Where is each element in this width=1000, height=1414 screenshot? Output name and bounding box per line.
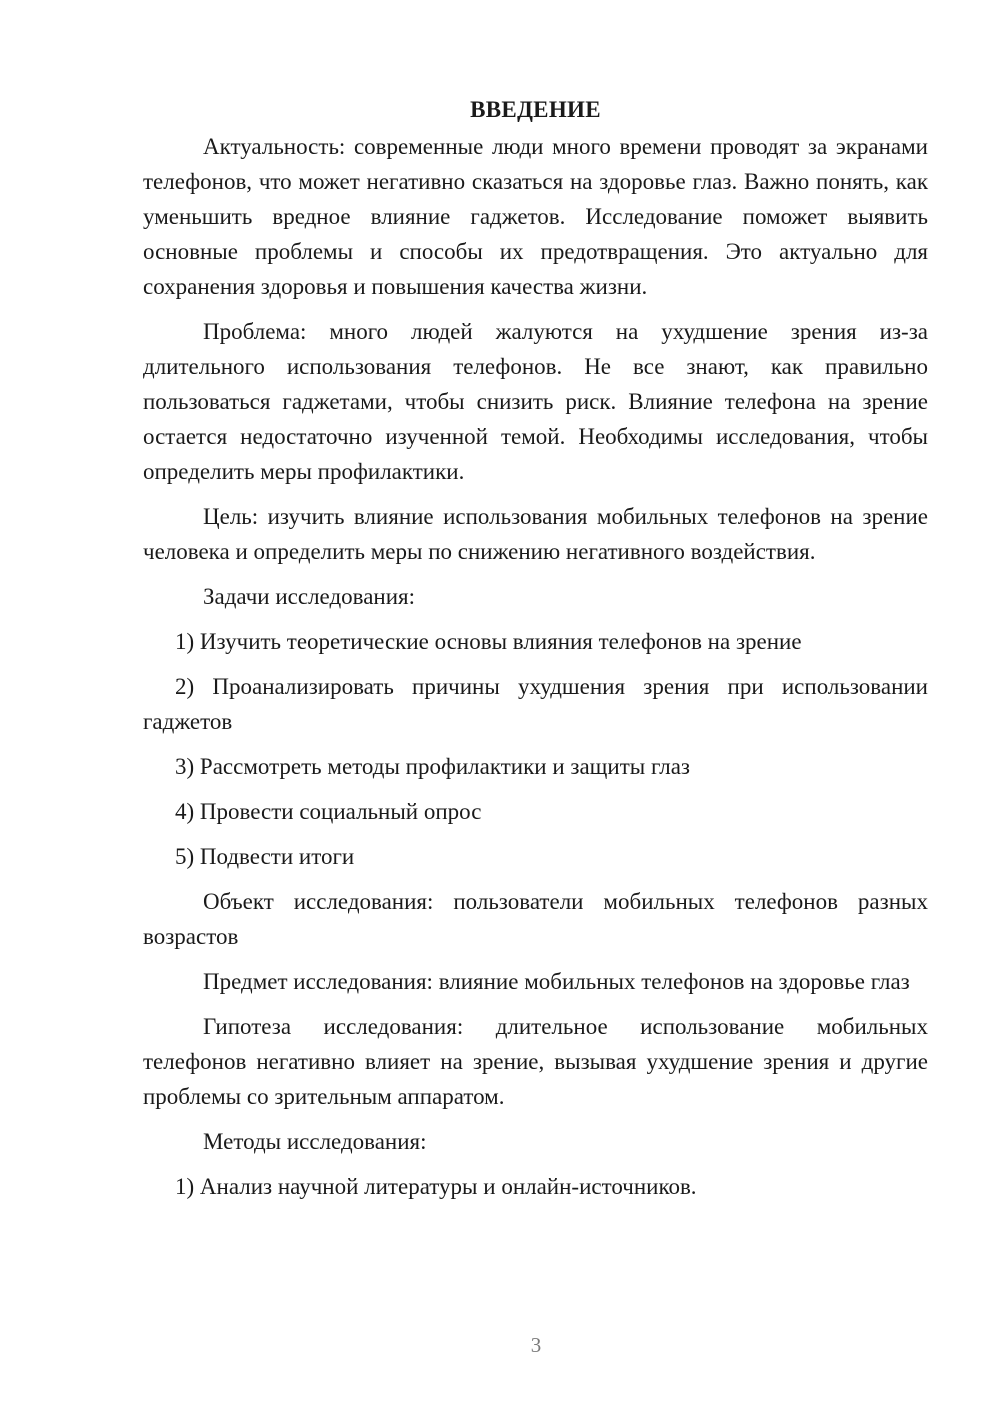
hypothesis-paragraph: Гипотеза исследования: длительное использование мобильных телефонов негативно влияет на зрение, вызывая ухудшение зрения и другие проблемы со зрительным аппаратом. [143,1014,928,1109]
task-item-3: 3) Рассмотреть методы профилактики и защиты глаз [175,754,690,779]
task-item-5: 5) Подвести итоги [175,844,355,869]
task-item-2: 2) Проанализировать причины ухудшения зрения при использовании гаджетов [143,674,928,734]
methods-heading: Методы исследования: [203,1129,427,1154]
problem-paragraph: Проблема: много людей жалуются на ухудшение зрения из-за длительного использования телефонов. Не все знают, как правильно пользоваться гаджетами, чтобы снизить риск. Влияние телефона на зрение остается недостаточно изученной темой. Необходимы исследования, чтобы определить меры профилактики. [143,319,928,484]
tasks-heading: Задачи исследования: [203,584,416,609]
page-title: ВВЕДЕНИЕ [470,97,601,122]
relevance-paragraph: Актуальность: современные люди много времени проводят за экранами телефонов, что может негативно сказаться на здоровье глаз. Важно понять, как уменьшить вредное влияние гаджетов. Исследование поможет выявить основные проблемы и способы их предотвращения. Это актуально для сохранения здоровья и повышения качества жизни. [143,134,928,299]
object-paragraph: Объект исследования: пользователи мобильных телефонов разных возрастов [143,889,928,949]
task-item-1: 1) Изучить теоретические основы влияния телефонов на зрение [175,629,802,654]
goal-paragraph: Цель: изучить влияние использования мобильных телефонов на зрение человека и определить меры по снижению негативного воздействия. [143,504,928,564]
page-content [143,92,928,1214]
subject-paragraph: Предмет исследования: влияние мобильных телефонов на здоровье глаз [203,969,910,994]
page-number: 3 [530,1333,542,1357]
task-item-4: 4) Провести социальный опрос [175,799,482,824]
method-item-1: 1) Анализ научной литературы и онлайн-источников. [175,1174,697,1199]
